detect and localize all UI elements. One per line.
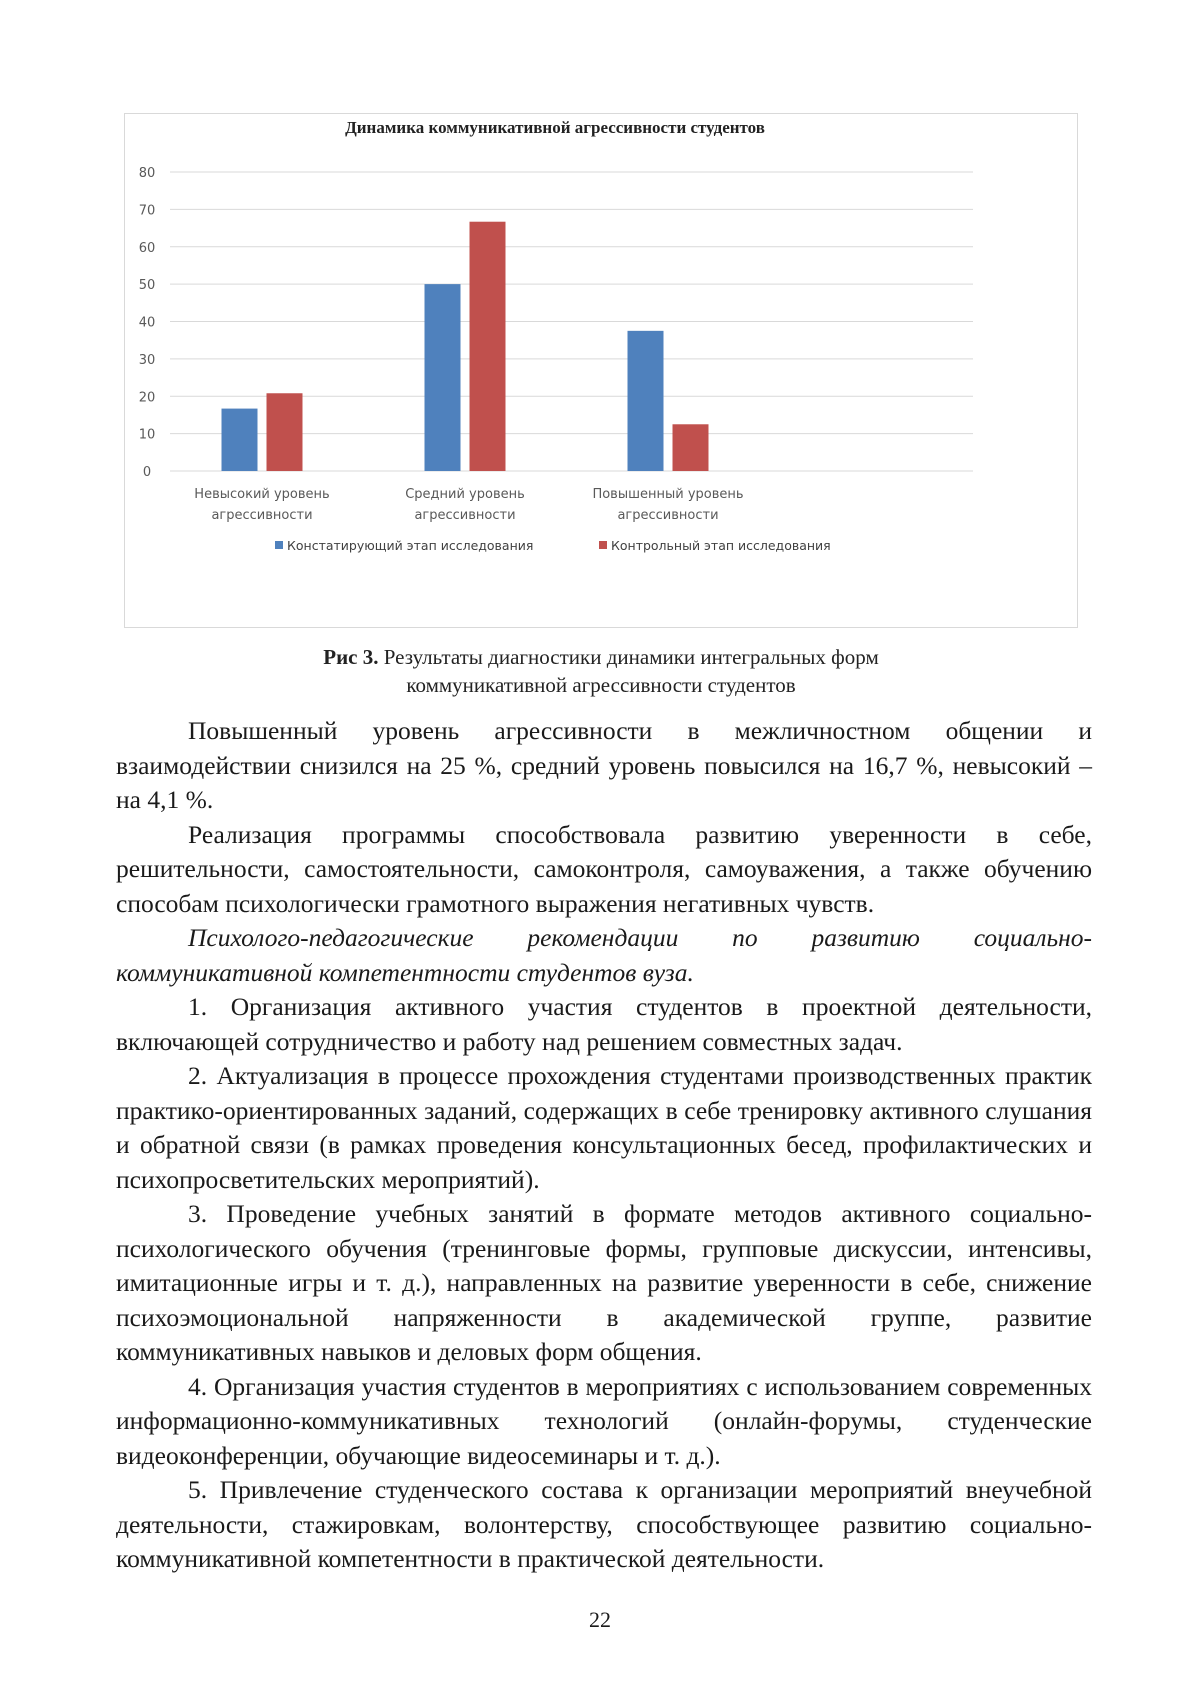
bar-control-3 — [673, 424, 709, 471]
caption-line-2: коммуникативной агрессивности студентов — [406, 673, 796, 697]
bar-control-1 — [267, 393, 303, 471]
bar-control-2 — [470, 222, 506, 471]
recommendation-3: 3. Проведение учебных занятий в формате методов активного социально-психологического обучения (тренинговые формы, групповые дискуссии, интенсивы, имитационные игры и т. д.), направленных на развитие уверенности в себе, снижение психоэмоциональной напряженности в академической группе, развитие коммуникативных навыков и деловых форм общения. — [116, 1199, 1092, 1366]
y-tick-label: 50 — [138, 278, 156, 294]
recommendations-heading: Психолого-педагогические рекомендации по развитию социально-коммуникативной компетентности студентов вуза. — [116, 923, 1092, 987]
paragraph-1: Повышенный уровень агрессивности в межличностном общении и взаимодействии снизился на 25 %, средний уровень повысился на 16,7 %, невысокий – на 4,1 %. — [116, 716, 1092, 814]
y-tick-label: 40 — [138, 315, 156, 331]
caption-line-1: Результаты диагностики динамики интегральных форм — [378, 645, 879, 669]
recommendation-5: 5. Привлечение студенческого состава к организации мероприятий внеучебной деятельности, стажировкам, волонтерству, способствующее развитию социально-коммуникативной компетентности в практической деятельности. — [116, 1475, 1092, 1573]
recommendation-1: 1. Организация активного участия студентов в проектной деятельности, включающей сотрудничество и работу над решением совместных задач. — [116, 992, 1092, 1056]
bar-chart — [125, 114, 1079, 629]
legend-label: Контрольный этап исследования — [611, 538, 831, 553]
x-category-label: агрессивности — [617, 508, 719, 523]
legend-swatch — [275, 541, 283, 549]
figure-caption — [124, 643, 1078, 699]
y-tick-label: 80 — [138, 166, 156, 181]
y-tick-label: 30 — [138, 352, 156, 368]
x-category-label: агрессивности — [211, 508, 313, 523]
bar-baseline-2 — [425, 284, 461, 471]
y-tick-label: 0 — [142, 465, 152, 480]
y-tick-label: 20 — [138, 390, 156, 406]
recommendation-4: 4. Организация участия студентов в мероприятиях с использованием современных информационно-коммуникативных технологий (онлайн-форумы, студенческие видеоконференции, обучающие видеосеминары и т. д.). — [116, 1371, 1092, 1470]
recommendation-2: 2. Актуализация в процессе прохождения студентами производственных практик практико-ориентированных заданий, содержащих в себе тренировку активного слушания и обратной связи (в рамках проведения консультационных бесед, профилактических и психопросветительских мероприятий). — [116, 1061, 1092, 1194]
legend-label: Констатирующий этап исследования — [287, 538, 534, 553]
body-text — [116, 714, 1092, 1577]
y-tick-label: 60 — [138, 240, 156, 256]
page-number: 22 — [589, 1607, 611, 1632]
caption-label: Рис 3. — [323, 645, 379, 669]
x-category-label: агрессивности — [414, 508, 516, 523]
x-category-label: Средний уровень — [405, 487, 525, 502]
x-category-label: Повышенный уровень — [592, 487, 744, 502]
x-category-label: Невысокий уровень — [194, 487, 330, 502]
chart-title: Динамика коммуникативной агрессивности студентов — [345, 118, 765, 137]
bar-baseline-1 — [222, 409, 258, 471]
y-tick-label: 70 — [138, 203, 156, 219]
chart-frame — [124, 113, 1078, 628]
y-tick-label: 10 — [138, 427, 156, 443]
bar-baseline-3 — [628, 331, 664, 471]
paragraph-2: Реализация программы способствовала развитию уверенности в себе, решительности, самостоятельности, самоконтроля, самоуважения, а также обучению способам психологически грамотного выражения негативных чувств. — [116, 819, 1092, 918]
legend-swatch — [599, 541, 607, 549]
